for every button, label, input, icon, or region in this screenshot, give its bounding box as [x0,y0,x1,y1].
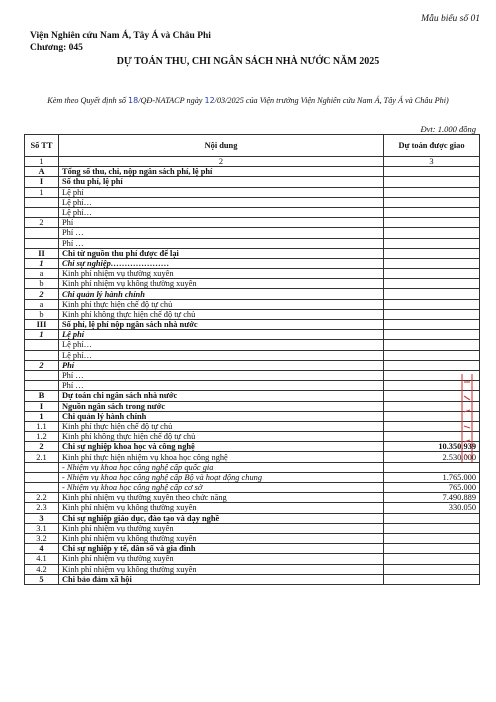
table-row [25,564,480,574]
table-row [25,523,480,533]
row-content: Kinh phí thực hiện chế độ tự chủ [59,421,384,431]
row-value [384,533,480,543]
row-content: Kinh phí nhiệm vụ không thường xuyên [59,533,384,543]
row-content: Lệ phí… [59,207,384,217]
row-value [384,167,480,177]
table-row [25,503,480,513]
row-content: Chi sự nghiệp khoa học và công nghệ [59,442,384,452]
row-content: Lệ phí [59,187,384,197]
table-row [25,533,480,543]
row-stt [25,207,59,217]
row-stt: I [25,177,59,187]
row-value: 1.765.000 [384,472,480,482]
form-number: Mẫu biểu số 01 [421,14,480,24]
table-row [25,207,480,217]
table-row [25,320,480,330]
row-content: Chi quản lý hành chính [59,411,384,421]
row-content: Phí … [59,238,384,248]
table-row [25,370,480,380]
row-stt [25,350,59,360]
seal-stamp [458,370,476,466]
row-stt: 1 [25,258,59,268]
row-value [384,218,480,228]
row-stt [25,238,59,248]
row-content: Chi sự nghiệp………………… [59,258,384,268]
table-row [25,167,480,177]
row-stt: b [25,309,59,319]
unit-label: Đvt: 1.000 đồng [420,124,476,134]
budget-table [24,134,480,585]
row-stt: 1 [25,411,59,421]
row-content: Kinh phí không thực hiện chế độ tự chủ [59,432,384,442]
table-row [25,513,480,523]
row-stt: III [25,320,59,330]
column-number: 3 [384,157,480,167]
table-row [25,381,480,391]
table-row [25,421,480,431]
decision-number-handwritten: 18 [128,96,139,105]
row-stt: B [25,391,59,401]
header-content: Nội dung [59,135,384,157]
table-row [25,177,480,187]
table-row [25,258,480,268]
table-row [25,554,480,564]
table-row [25,360,480,370]
table-row [25,401,480,411]
row-stt: 3.1 [25,523,59,533]
table-row [25,228,480,238]
row-content: Phí … [59,381,384,391]
row-value [384,187,480,197]
row-value [384,523,480,533]
row-content: Kinh phí nhiệm vụ thường xuyên [59,523,384,533]
row-stt: 2 [25,218,59,228]
row-content: Lệ phí… [59,340,384,350]
column-number: 2 [59,157,384,167]
table-row [25,442,480,452]
row-content: Phí [59,218,384,228]
row-stt: b [25,279,59,289]
table-row [25,411,480,421]
row-content: Số thu phí, lệ phí [59,177,384,187]
row-content: Kinh phí nhiệm vụ thường xuyên [59,269,384,279]
row-content: Chi bảo đảm xã hội [59,574,384,584]
row-content: Kinh phí nhiệm vụ không thường xuyên [59,503,384,513]
row-stt: 1 [25,187,59,197]
table-row [25,574,480,584]
table-row [25,483,480,493]
row-content: Kinh phí thực hiện chế độ tự chủ [59,299,384,309]
row-stt: 1.1 [25,421,59,431]
row-content: Chi quản lý hành chính [59,289,384,299]
row-content: Chi từ nguồn thu phí được để lại [59,248,384,258]
row-stt: 4.1 [25,554,59,564]
table-row [25,432,480,442]
table-row [25,279,480,289]
row-content: Kinh phí nhiệm vụ thường xuyên [59,554,384,564]
row-stt: 5 [25,574,59,584]
row-content: - Nhiệm vụ khoa học công nghệ cấp Bộ và hoạt động chung [59,472,384,482]
row-stt: 1.2 [25,432,59,442]
row-content: Dự toán chi ngân sách nhà nước [59,391,384,401]
row-value [384,207,480,217]
row-stt: A [25,167,59,177]
row-value [384,228,480,238]
table-header-row [25,135,480,157]
row-stt [25,228,59,238]
row-value [384,289,480,299]
table-row [25,299,480,309]
row-value [384,360,480,370]
row-content: Chi sự nghiệp giáo dục, đào tạo và dạy nghề [59,513,384,523]
row-value: 330.050 [384,503,480,513]
row-value [384,513,480,523]
row-content: Lệ phí… [59,350,384,360]
row-value [384,574,480,584]
column-number-row [25,157,480,167]
row-content: Kinh phí không thực hiện chế độ tự chủ [59,309,384,319]
decision-text-a: Kèm theo Quyết định số [47,96,129,105]
row-content: Chi sự nghiệp y tế, dân số và gia đình [59,544,384,554]
row-value [384,248,480,258]
row-stt: a [25,269,59,279]
row-value [384,177,480,187]
table-row [25,238,480,248]
row-content: Lệ phí [59,330,384,340]
table-row [25,350,480,360]
header-stt: Số TT [25,135,59,157]
table-row [25,309,480,319]
row-stt: 2 [25,442,59,452]
table-row [25,269,480,279]
table-row [25,218,480,228]
row-content: Phí … [59,228,384,238]
row-content: - Nhiệm vụ khoa học công nghệ cấp quốc gia [59,462,384,472]
table-row [25,544,480,554]
row-content: Kinh phí nhiệm vụ không thường xuyên [59,279,384,289]
table-row [25,452,480,462]
row-value: 7.490.889 [384,493,480,503]
row-value [384,554,480,564]
row-value [384,350,480,360]
table-row [25,340,480,350]
row-content: Số phí, lệ phí nộp ngân sách nhà nước [59,320,384,330]
table-row [25,330,480,340]
decision-text-b: /QĐ-NATACP ngày [138,96,205,105]
row-value [384,279,480,289]
table-row [25,187,480,197]
header-value: Dự toán được giao [384,135,480,157]
row-stt: 2 [25,360,59,370]
row-stt [25,197,59,207]
row-stt [25,340,59,350]
row-stt: I [25,401,59,411]
row-stt: 2.2 [25,493,59,503]
row-value: 765.000 [384,483,480,493]
row-value: 10.350.939 [384,442,480,452]
table-row [25,493,480,503]
row-stt: 4 [25,544,59,554]
row-value: 2.530.000 [384,452,480,462]
row-stt [25,381,59,391]
row-stt: 2.3 [25,503,59,513]
row-value [384,258,480,268]
row-value [384,330,480,340]
row-content: Kinh phí nhiệm vụ thường xuyên theo chức năng [59,493,384,503]
decision-day-handwritten: 12 [204,96,215,105]
row-stt: a [25,299,59,309]
row-content: Kinh phí thực hiện nhiệm vụ khoa học công nghệ [59,452,384,462]
row-value [384,309,480,319]
row-value [384,238,480,248]
row-stt: 4.2 [25,564,59,574]
row-stt: 3 [25,513,59,523]
chapter-code: Chương: 045 [30,43,83,53]
row-value [384,299,480,309]
row-value [384,544,480,554]
row-content: Lệ phí… [59,197,384,207]
table-row [25,472,480,482]
row-value [384,269,480,279]
organization-header [30,30,211,54]
row-stt [25,370,59,380]
row-stt [25,483,59,493]
organization-name: Viện Nghiên cứu Nam Á, Tây Á và Châu Phi [30,31,211,41]
table-row [25,391,480,401]
table-row [25,248,480,258]
row-value [384,197,480,207]
row-value [384,320,480,330]
row-stt [25,472,59,482]
row-stt: 3.2 [25,533,59,543]
row-stt [25,462,59,472]
row-content: Tổng số thu, chi, nộp ngân sách phí, lệ phí [59,167,384,177]
row-content: Phí … [59,370,384,380]
row-content: Phí [59,360,384,370]
decision-reference [0,96,496,105]
row-stt: 2.1 [25,452,59,462]
table-row [25,197,480,207]
row-stt: II [25,248,59,258]
row-stt: 2 [25,289,59,299]
document-title: DỰ TOÁN THU, CHI NGÂN SÁCH NHÀ NƯỚC NĂM 2025 [116,56,380,67]
row-value [384,564,480,574]
row-value [384,340,480,350]
table-row [25,462,480,472]
column-number: 1 [25,157,59,167]
table-row [25,289,480,299]
row-stt: 1 [25,330,59,340]
decision-text-c: /03/2025 của Viện trưởng Viện Nghiên cứu Nam Á, Tây Á và Châu Phi) [214,96,449,105]
row-content: Nguồn ngân sách trong nước [59,401,384,411]
row-content: Kinh phí nhiệm vụ không thường xuyên [59,564,384,574]
row-content: - Nhiệm vụ khoa học công nghệ cấp cơ sở [59,483,384,493]
